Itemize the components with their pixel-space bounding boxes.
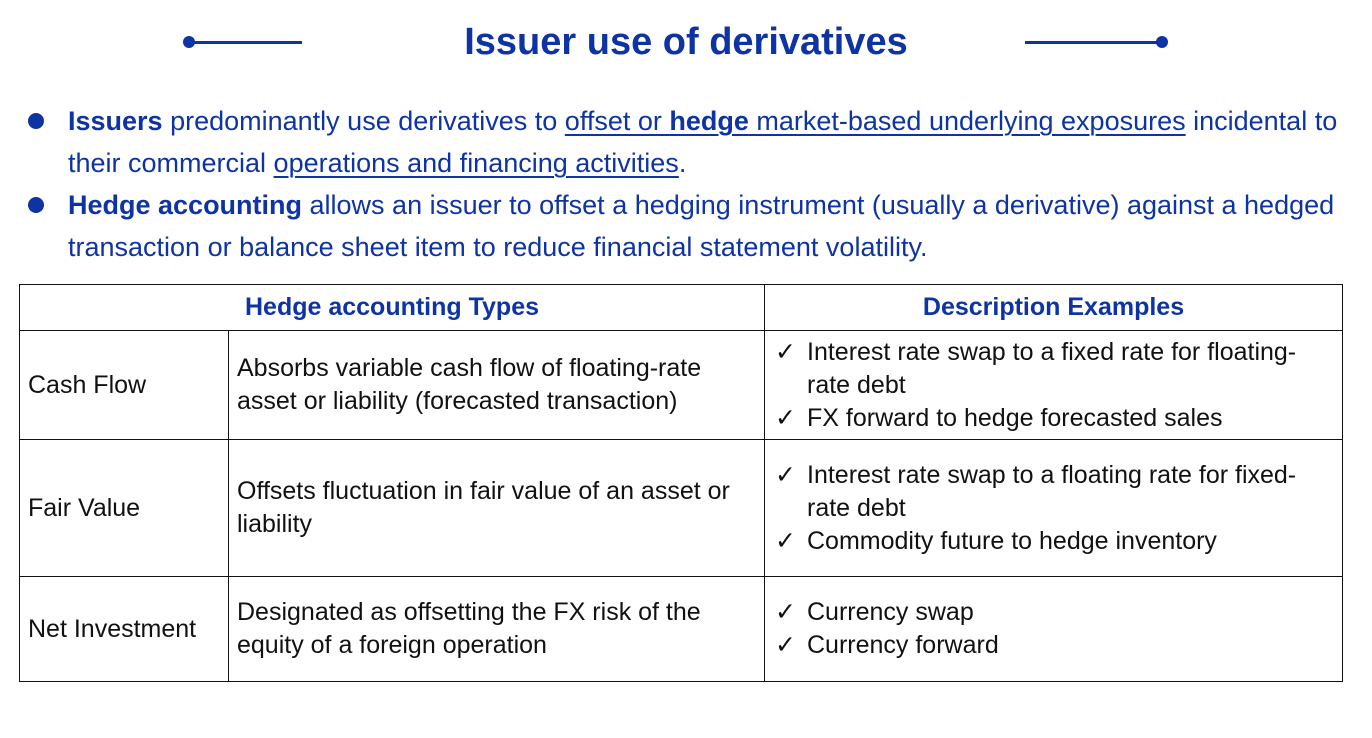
hedge-type-cell: Net Investment: [20, 577, 229, 682]
bullet-list: [24, 100, 1354, 268]
bullet-text: predominantly use derivatives to: [162, 106, 565, 136]
examples-list: [773, 336, 1334, 435]
examples-cell: [765, 331, 1343, 440]
bullet-dot-icon: [28, 113, 44, 129]
example-item: [775, 525, 1334, 558]
description-cell: Offsets fluctuation in fair value of an asset or liability: [229, 440, 765, 577]
right-decoration-line: [1025, 41, 1162, 44]
example-item: [775, 336, 1334, 402]
checkmark-icon: ✓: [775, 403, 796, 432]
hedge-type-cell: Fair Value: [20, 440, 229, 577]
bullet-text: allows an issuer to offset a hedging instrument (usually a derivative) against a hedged transaction or balance sheet item to reduce financial statement volatility.: [68, 190, 1335, 262]
hedge-accounting-table: [19, 284, 1343, 682]
table-header-row: [20, 285, 1343, 331]
bullet-underlined-text: market-based underlying exposures: [748, 106, 1186, 136]
example-text: Currency swap: [807, 598, 974, 626]
example-text: FX forward to hedge forecasted sales: [807, 403, 1223, 432]
page-title: Issuer use of derivatives: [464, 21, 908, 63]
hedge-type-cell: Cash Flow: [20, 331, 229, 440]
bullet-term: Hedge accounting: [68, 190, 303, 220]
example-item: [775, 596, 1334, 629]
bullet-item: [24, 184, 1354, 268]
checkmark-icon: ✓: [775, 460, 796, 489]
example-text: Currency forward: [807, 631, 999, 659]
description-cell: Designated as offsetting the FX risk of the equity of a foreign operation: [229, 577, 765, 682]
example-item: [775, 629, 1334, 662]
checkmark-icon: ✓: [775, 337, 796, 366]
checkmark-icon: ✓: [775, 526, 796, 555]
header-examples: Description Examples: [765, 285, 1343, 331]
example-item: [775, 459, 1334, 525]
bullet-text: .: [678, 148, 687, 178]
bullet-emphasis: hedge: [669, 106, 749, 136]
bullet-dot-icon: [28, 197, 44, 213]
checkmark-icon: ✓: [775, 598, 796, 626]
description-cell: Absorbs variable cash flow of floating-rate asset or liability (forecasted transaction): [229, 331, 765, 440]
header-types: Hedge accounting Types: [20, 285, 765, 331]
right-decoration-dot: [1156, 36, 1168, 48]
example-item: [775, 402, 1334, 435]
bullet-text: incidental to their commercial: [68, 106, 1338, 178]
table-row: [20, 331, 1343, 440]
examples-list: [773, 459, 1334, 558]
example-text: Interest rate swap to a fixed rate for floating-rate debt: [807, 337, 1297, 399]
example-text: Interest rate swap to a floating rate for fixed-rate debt: [807, 460, 1297, 522]
examples-cell: [765, 577, 1343, 682]
table-row: [20, 440, 1343, 577]
bullet-item: [24, 100, 1354, 184]
bullet-underlined-text: operations and financing activities: [273, 148, 679, 178]
examples-cell: [765, 440, 1343, 577]
title-bar: [0, 14, 1372, 70]
examples-list: [773, 596, 1334, 662]
table-row: [20, 577, 1343, 682]
bullet-underlined-text: offset or: [564, 106, 670, 136]
bullet-term: Issuers: [68, 106, 163, 136]
example-text: Commodity future to hedge inventory: [807, 526, 1217, 555]
checkmark-icon: ✓: [775, 631, 796, 659]
